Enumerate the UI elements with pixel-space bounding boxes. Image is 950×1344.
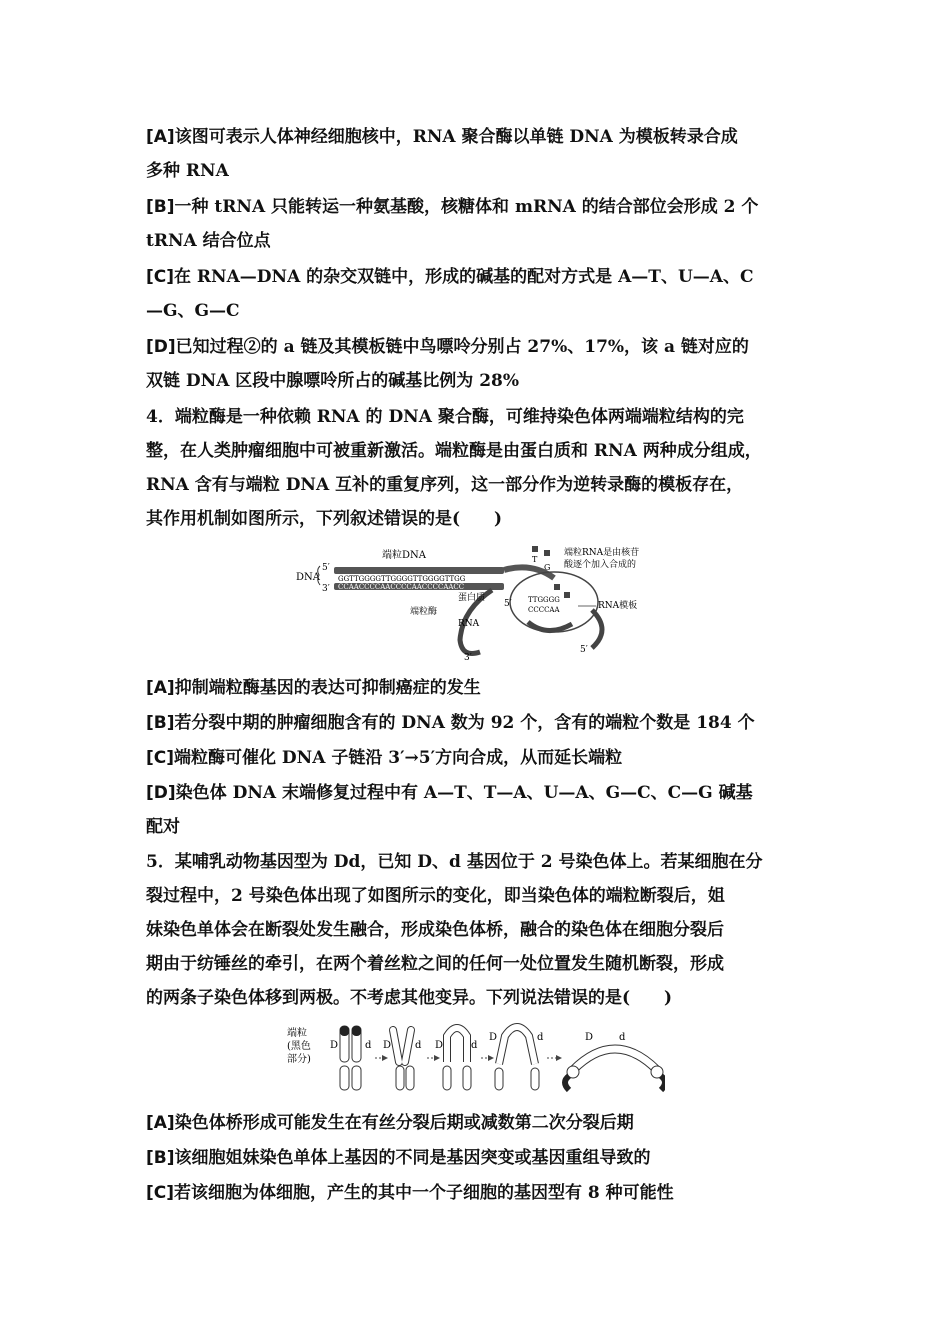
q4-option-c	[146, 747, 816, 769]
nucleotide-icon	[544, 550, 550, 556]
q4-stem-line: 整，在人类肿瘤细胞中可被重新激活。端粒酶是由蛋白质和 RNA 两种成分组成，	[146, 441, 762, 461]
q4-option-d-cont	[146, 816, 816, 838]
option-tag: [A]	[146, 678, 175, 698]
chromosome-stage-2	[383, 1030, 422, 1090]
option-text: 一种 tRNA 只能转运一种氨基酸，核糖体和 mRNA 的结合部位会形成 2 个	[174, 197, 759, 217]
option-tag: [A]	[146, 127, 175, 147]
option-tag: [B]	[146, 713, 175, 733]
option-text: 染色体桥形成可能发生在有丝分裂后期或减数第二次分裂后期	[174, 1113, 634, 1133]
chromosome-stage-4	[489, 1027, 544, 1090]
rna-note-line2: 酸逐个加入合成的	[564, 560, 637, 570]
chromosome-bridge	[565, 1032, 665, 1090]
gene-d-upper-label: D	[435, 1040, 444, 1051]
new-sequence: TTGGGG	[528, 596, 560, 604]
option-tag: [B]	[146, 1148, 175, 1168]
telomere-label-line1: 端粒	[287, 1028, 307, 1039]
gene-d-lower-label: d	[619, 1032, 626, 1043]
q3-option-a	[146, 126, 816, 148]
q5-stem-line: 的两条子染色体移到两极。不考虑其他变异。下列说法错误的是( )	[146, 988, 673, 1008]
q5-stem-line: 5．某哺乳动物基因型为 Dd，已知 D、d 基因位于 2 号染色体上。若某细胞在分	[146, 852, 763, 872]
dna-strand-top	[334, 567, 504, 574]
option-text: 抑制端粒酶基因的表达可抑制癌症的发生	[174, 678, 481, 698]
dna-label: DNA	[296, 572, 320, 583]
telomere-dna-label: 端粒DNA	[382, 550, 426, 561]
option-text: 在 RNA—DNA 的杂交双链中，形成的碱基的配对方式是 A—T、U—A、C	[174, 267, 754, 287]
q5-option-b	[146, 1147, 816, 1169]
nucleotide-icon	[554, 584, 560, 590]
option-tag: [C]	[146, 1183, 175, 1203]
rna-note-line1: 端粒RNA是由核苷	[564, 548, 640, 558]
chromosome-stage-1	[330, 1026, 372, 1090]
q3-option-a-cont	[146, 160, 816, 182]
option-tag: [D]	[146, 337, 176, 357]
q3-option-c	[146, 266, 816, 288]
telomere-label-line3: 部分)	[287, 1054, 311, 1065]
gene-d-upper-label: D	[383, 1040, 392, 1051]
q4-option-a	[146, 677, 816, 699]
nucleotide-g-label: G	[544, 563, 551, 572]
option-text: tRNA 结合位点	[146, 231, 271, 251]
q5-stem-line: 期由于纺锤丝的牵引，在两个着丝粒之间的任何一处位置发生随机断裂，形成	[146, 954, 724, 974]
option-tag: [B]	[146, 197, 175, 217]
q4-option-d	[146, 782, 816, 804]
telomerase-label: 端粒酶	[410, 607, 438, 617]
sequence-top: GGTTGGGGTTGGGGTTGGGGTTGG	[338, 575, 466, 583]
option-tag: [D]	[146, 783, 176, 803]
telomerase-figure	[292, 540, 662, 665]
gene-d-lower-label: d	[365, 1040, 372, 1051]
q5-option-c	[146, 1182, 816, 1204]
chromosome-bridge-figure	[285, 1018, 665, 1098]
q3-option-d-cont	[146, 370, 816, 392]
nucleotide-t-label: T	[532, 555, 538, 564]
q3-option-b-cont	[146, 230, 816, 252]
q3-option-c-cont	[146, 300, 816, 322]
rna-template-label: RNA模板	[598, 601, 638, 611]
q4-stem-line: 4．端粒酶是一种依赖 RNA 的 DNA 聚合酶，可维持染色体两端端粒结构的完	[146, 407, 744, 427]
sequence-bottom: CCAACCCCAACCCCAACCCCAACC	[338, 583, 465, 591]
option-tag: [C]	[146, 748, 175, 768]
gene-d-upper-label: D	[330, 1040, 339, 1051]
q3-option-d	[146, 336, 816, 358]
option-text: 若分裂中期的肿瘤细胞含有的 DNA 数为 92 个，含有的端粒个数是 184 个	[174, 713, 755, 733]
q4-stem-line: 其作用机制如图所示，下列叙述错误的是( )	[146, 509, 503, 529]
telomere-label-line2: (黑色	[287, 1041, 311, 1052]
three-prime-label: 3′	[464, 653, 472, 663]
option-text: 染色体 DNA 末端修复过程中有 A—T、T—A、U—A、G—C、C—G 碱基	[175, 783, 753, 803]
option-text: 该细胞姐妹染色单体上基因的不同是基因突变或基因重组导致的	[174, 1148, 651, 1168]
protein-label: 蛋白质	[458, 593, 486, 603]
nucleotide-icon	[532, 546, 538, 552]
option-text: 端粒酶可催化 DNA 子链沿 3′→5′方向合成，从而延长端粒	[174, 748, 623, 768]
gene-d-lower-label: d	[471, 1040, 478, 1051]
gene-d-lower-label: d	[537, 1032, 544, 1043]
gene-d-upper-label: D	[489, 1032, 498, 1043]
q3-option-b	[146, 196, 816, 218]
gene-d-upper-label: D	[585, 1032, 594, 1043]
rna-label: RNA	[458, 619, 480, 629]
option-tag: [C]	[146, 267, 175, 287]
gene-d-lower-label: d	[415, 1040, 422, 1051]
option-tag: [A]	[146, 1113, 175, 1133]
three-prime-label: 3′	[322, 584, 330, 594]
template-sequence: CCCCAA	[528, 606, 560, 614]
option-text: 已知过程②的 a 链及其模板链中鸟嘌呤分别占 27%、17%，该 a 链对应的	[175, 337, 749, 357]
option-text: 配对	[146, 817, 180, 837]
option-text: —G、G—C	[146, 301, 240, 321]
nucleotide-icon	[564, 592, 570, 598]
chromosome-stage-3	[435, 1028, 478, 1090]
option-text: 多种 RNA	[146, 161, 229, 181]
option-text: 若该细胞为体细胞，产生的其中一个子细胞的基因型有 8 种可能性	[174, 1183, 674, 1203]
q4-option-b	[146, 712, 816, 734]
five-prime-label: 5′	[580, 645, 588, 655]
option-text: 双链 DNA 区段中腺嘌呤所占的碱基比例为 28%	[146, 371, 520, 391]
q4-stem-line: RNA 含有与端粒 DNA 互补的重复序列，这一部分作为逆转录酶的模板存在，	[146, 475, 744, 495]
q5-option-a	[146, 1112, 816, 1134]
protein-strand	[528, 622, 572, 631]
q5-stem-line: 妹染色单体会在断裂处发生融合，形成染色体桥，融合的染色体在细胞分裂后	[146, 920, 724, 940]
q5-stem-line: 裂过程中，2 号染色体出现了如图所示的变化，即当染色体的端粒断裂后，姐	[146, 886, 725, 906]
five-prime-label: 5′	[322, 563, 330, 573]
five-prime-label: 5′	[504, 599, 512, 609]
option-text: 该图可表示人体神经细胞核中，RNA 聚合酶以单链 DNA 为模板转录合成	[174, 127, 738, 147]
